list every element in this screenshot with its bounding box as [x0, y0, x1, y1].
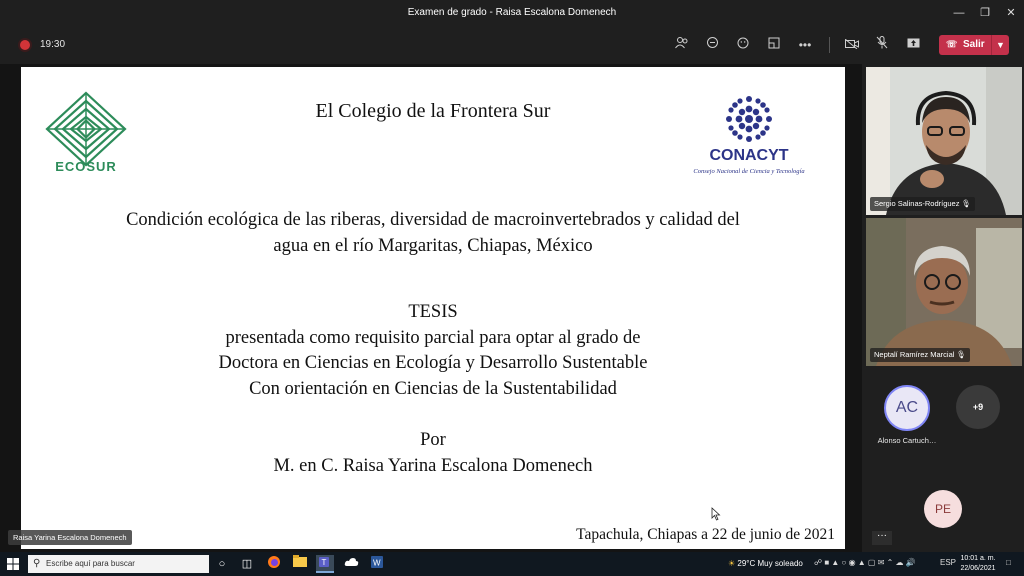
- meeting-timer: 19:30: [40, 39, 66, 50]
- chevron-down-icon[interactable]: ▼: [991, 35, 1009, 55]
- onedrive-icon[interactable]: [342, 555, 360, 573]
- sun-icon: ☀: [728, 559, 736, 568]
- conacyt-logo-subtitle: Consejo Nacional de Ciencia y Tecnología: [693, 168, 805, 175]
- participant-panel: [862, 64, 1024, 552]
- reactions-icon[interactable]: [733, 35, 753, 55]
- clock-date: 22/06/2021: [960, 565, 996, 572]
- conacyt-logo-icon: [721, 91, 777, 147]
- leave-button[interactable]: [939, 35, 1009, 55]
- participant-name: Neptalí Ramírez Marcial 🎙: [870, 348, 970, 362]
- mouse-cursor-icon: [711, 507, 721, 521]
- tray-icons[interactable]: ☍ ■ ▲ ○ ◉ ▲ ▢ ✉ ⌃ ☁ 🔊: [814, 558, 916, 567]
- teams-icon[interactable]: [316, 555, 334, 573]
- leave-label: Salir: [963, 39, 985, 50]
- camera-off-icon[interactable]: [842, 35, 862, 55]
- window-title-bar: [0, 0, 1024, 26]
- place-date: Tapachula, Chiapas a 22 de junio de 2021: [576, 526, 835, 543]
- presentation-slide: [21, 67, 845, 549]
- firefox-icon[interactable]: [265, 555, 283, 573]
- task-view-icon[interactable]: ◫: [241, 558, 253, 570]
- participant-video-icon: [866, 218, 1022, 366]
- participant-video-icon: [866, 67, 1022, 215]
- file-explorer-icon[interactable]: [291, 555, 309, 573]
- taskbar-search-input[interactable]: [28, 555, 209, 573]
- weather-widget[interactable]: [728, 559, 803, 568]
- share-screen-icon[interactable]: [903, 35, 923, 55]
- windows-start-icon[interactable]: [7, 558, 19, 570]
- ecosur-logo-text: ECOSUR: [55, 159, 117, 174]
- degree-line: Con orientación en Ciencias de la Sustentabilidad: [249, 378, 617, 399]
- window-title: Examen de grado - Raisa Escalona Domenech: [407, 7, 617, 18]
- word-icon[interactable]: [368, 555, 386, 573]
- search-icon: ⚲: [33, 558, 41, 569]
- por-label: Por: [420, 430, 446, 450]
- phone-hangup-icon: ☏: [946, 39, 958, 49]
- more-options-button[interactable]: ···: [872, 531, 892, 545]
- thesis-title-line: agua en el río Margaritas, Chiapas, México: [273, 236, 593, 256]
- mic-off-icon[interactable]: [872, 35, 892, 55]
- search-placeholder: Escribe aquí para buscar: [46, 559, 135, 568]
- author-name: M. en C. Raisa Yarina Escalona Domenech: [273, 456, 593, 476]
- thesis-title-line: Condición ecológica de las riberas, diversidad de macroinvertebrados y calidad del: [126, 210, 740, 230]
- close-button[interactable]: ✕: [1006, 7, 1016, 19]
- rooms-icon[interactable]: [764, 35, 784, 55]
- participant-video-tile[interactable]: [866, 218, 1022, 366]
- svg-text:W: W: [373, 558, 381, 568]
- notifications-icon[interactable]: □: [1006, 558, 1011, 567]
- participants-icon[interactable]: [672, 35, 692, 55]
- conacyt-logo-text: CONACYT: [709, 147, 789, 164]
- thesis-label: TESIS: [408, 302, 458, 322]
- degree-line: Doctora en Ciencias en Ecología y Desarrollo Sustentable: [218, 353, 648, 373]
- degree-line: presentada como requisito parcial para optar al grado de: [225, 327, 641, 348]
- cortana-icon[interactable]: ○: [218, 558, 226, 570]
- weather-text: 29°C Muy soleado: [737, 559, 803, 568]
- windows-taskbar: [0, 552, 1024, 576]
- presenter-name-tag: Raisa Yarina Escalona Domenech: [8, 530, 132, 545]
- chat-icon[interactable]: [702, 35, 722, 55]
- maximize-button[interactable]: ❐: [980, 7, 990, 19]
- toolbar-divider: [829, 37, 830, 53]
- taskbar-clock[interactable]: [958, 554, 998, 574]
- more-actions-icon[interactable]: •••: [798, 38, 812, 52]
- meeting-toolbar: [0, 26, 1024, 64]
- author-block: [21, 427, 845, 479]
- participant-video-tile[interactable]: [866, 67, 1022, 215]
- avatar[interactable]: PE: [924, 490, 962, 528]
- thesis-degree-block: [21, 300, 845, 402]
- svg-text:T: T: [321, 558, 327, 567]
- slide-institution: El Colegio de la Frontera Sur: [315, 100, 551, 122]
- avatar-name: Alonso Cartuch…: [877, 436, 937, 445]
- recording-icon: [20, 40, 30, 50]
- thesis-title: [61, 207, 805, 259]
- clock-time: 10:01 a. m.: [960, 555, 996, 562]
- shared-content-stage: [0, 64, 862, 552]
- participant-name: Sergio Salinas-Rodríguez 🎙: [870, 197, 975, 211]
- minimize-button[interactable]: —: [953, 7, 965, 19]
- more-participants-button[interactable]: +9: [956, 385, 1000, 429]
- avatar[interactable]: AC: [884, 385, 930, 431]
- language-indicator[interactable]: ESP: [940, 558, 957, 567]
